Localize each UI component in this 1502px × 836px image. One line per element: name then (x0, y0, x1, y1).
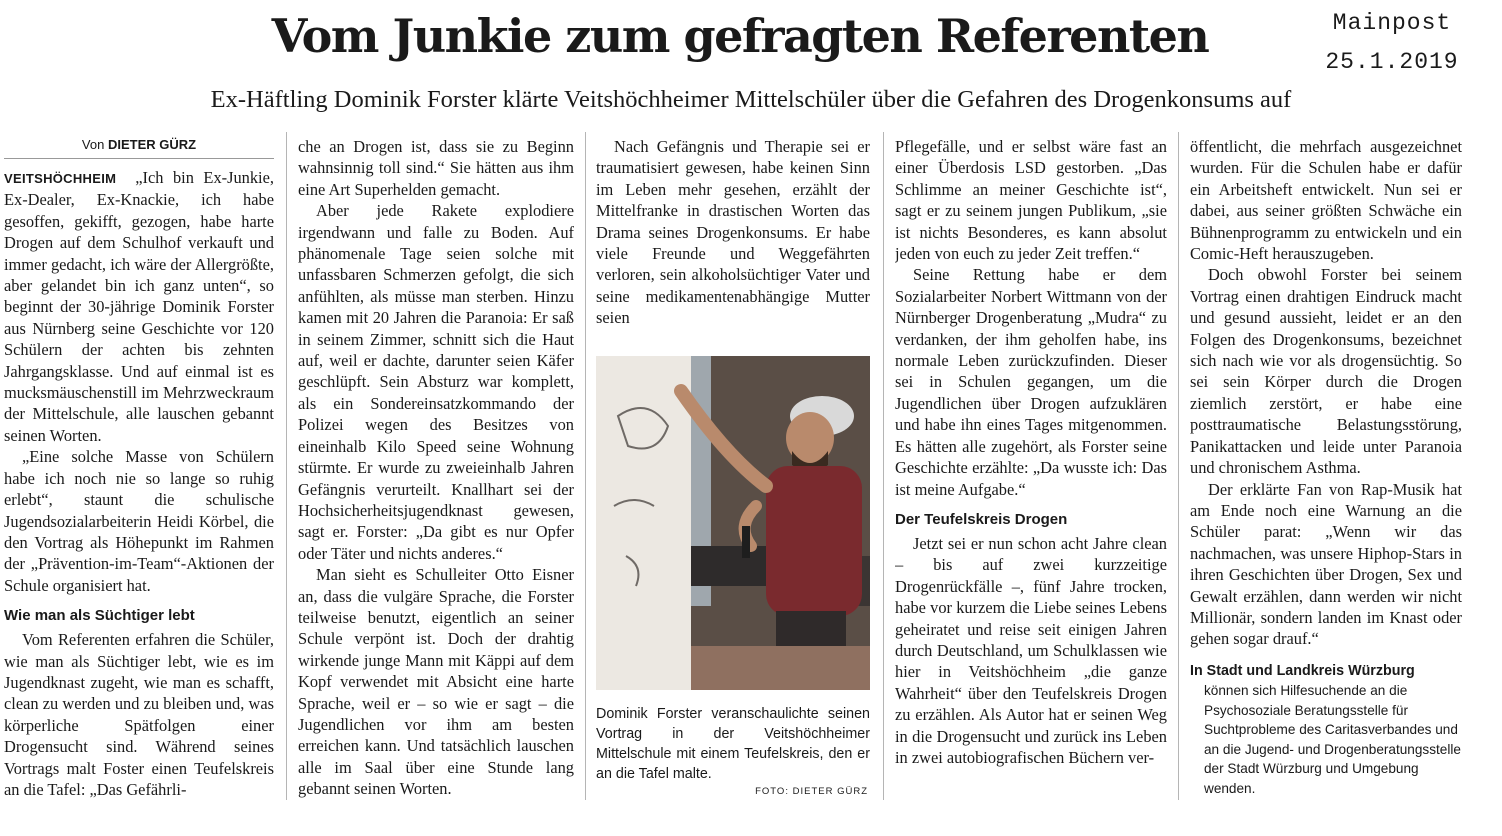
paragraph: Man sieht es Schulleiter Otto Eisner an, dass die vulgäre Sprache, die Forster teilweise benutzt, eigentlich an seiner Schule verpönt ist. Doch der drahtig wirkende junge Mann mit Käppi auf dem Kopf verwendet mit Absicht eine harte Sprache, weil er – so wie er sagt – die Jugendlichen vor ihm am besten erreichen kann. Und tatsächlich lauschen alle im Saal über eine Stunde lang gebannt seinen Worten. (298, 565, 574, 799)
photo-illustration (596, 356, 870, 690)
info-box-title: In Stadt und Landkreis Würzburg (1190, 662, 1415, 679)
section-heading: Der Teufelskreis Drogen (895, 510, 1068, 528)
article-subheadline: Ex-Häftling Dominik Forster klärte Veitshöchheimer Mittelschüler über die Gefahren des Drogenkonsums auf (210, 86, 1292, 113)
paragraph: Jetzt sei er nun schon acht Jahre clean – bis auf zwei kurzzeitige Drogenrückfälle –, fünf Jahre trocken, habe vor kurzem die Liebe seines Lebens geheiratet und reise seit einigen Jahren durch Deutschland, um Schulklassen wie hier in Veitshöchheim „die ganze Wahrheit“ über den Teufelskreis Drogen zu erzählen. Als Autor hat er seinen Weg in die Drogensucht und zurück ins Leben in zwei autobiografischen Büchern ver- (895, 533, 1167, 767)
photo-credit: FOTO: DIETER GÜRZ (755, 786, 868, 797)
stamp-source: Mainpost (1332, 10, 1452, 36)
paragraph: Nach Gefängnis und Therapie sei er traumatisiert gewesen, habe keinen Sinn im Leben mehr gesehen, erzählt der Mittelfranke in drastischen Worten das Drama seines Drogenkonsums. Er habe viele Freunde und Weggefährten verloren, sein alkoholsüchtiger Vater und seine medikamentenabhängige Mutter seien (596, 137, 870, 328)
article-column-3 (596, 136, 870, 346)
source-stamp (1292, 4, 1492, 82)
stamp-date: 25.1.2019 (1325, 49, 1459, 75)
column-rule (883, 132, 884, 800)
paragraph (4, 167, 274, 446)
byline-prefix: Von (81, 137, 105, 152)
article-column-5 (1190, 136, 1462, 826)
paragraph: Pflegefälle, und er selbst wäre fast an einer Überdosis LSD gestorben. „Das Schlimme an meiner Geschichte ist“, sagt er zu seinem jungen Publikum, „sie ist nichts Besonderes, es kann absolut jeden von euch zu jeder Zeit treffen.“ (895, 137, 1167, 264)
byline-author: DIETER GÜRZ (107, 137, 197, 152)
info-box (1190, 662, 1462, 799)
paragraph: Aber jede Rakete explodiere irgendwann und falle zu Boden. Auf phänomenale Tage seien solche mit unfassbaren Schmerzen gefolgt, die sich anfühlten, als müsse man sterben. Hinzu kamen mit 20 Jahren die Paranoia: Er saß in seinem Zimmer, schnitt sich die Haut auf, weil er dachte, darunter seien Käfer geschlüpft. Sein Absturz war komplett, als ein Sondereinsatzkommando der Polizei wegen des Besitzes von eineinhalb Kilo Speed seine Wohnung stürmte. Er wurde zu zweieinhalb Jahren Gefängnis verurteilt. Knallhart sei der Hochsicherheitsjugendknast gewesen, sagt er. Forster: „Da gibt es nur Opfer oder Täter und nichts anderes.“ (298, 201, 574, 563)
column-rule (585, 132, 586, 800)
column-rule (286, 132, 287, 800)
paragraph: Doch obwohl Forster bei seinem Vortrag einen drahtigen Eindruck macht und gesund aussieht, leidet er an den Folgen des Drogenkonsums, bezeichnet sich nach wie vor als drogensüchtig. So sei sein Körper durch die Drogen ziemlich zerstört, er habe eine posttraumatische Belastungsstörung, Panikattacken und leide unter Paranoia und chronischem Asthma. (1190, 265, 1462, 478)
article-column-2 (298, 136, 574, 826)
paragraph: Seine Rettung habe er dem Sozialarbeiter Norbert Wittmann von der Nürnberger Drogenberatung „Mudra“ zu verdanken, der ihm geholfen habe, ins normale Leben zurückzufinden. Dieser sei in Schulen gegangen, um die Jugendlichen über Drogen aufzuklären und habe ihn eines Tages mitgenommen. Es hätten alle zugehört, als Forster seine Geschichte erzählte: „Da wusste ich: Das ist meine Aufgabe.“ (895, 265, 1167, 499)
paragraph: Der erklärte Fan von Rap-Musik hat am Ende noch eine Warnung an die Schüler parat: „Wenn wir das nachmachen, was unsere Hiphop-Stars in ihren Geschichten über Drogen, Sex und Gewalt erzählen, dann werden wir nicht Millionär, sondern landen im Knast oder gehen sogar drauf.“ (1190, 479, 1462, 649)
article-photo (596, 356, 870, 690)
section-heading: Wie man als Süchtiger lebt (4, 607, 195, 625)
paragraph: öffentlicht, die mehrfach ausgezeichnet wurden. Für die Schulen habe er dafür ein Arbeitsheft entwickelt. Nun sei er dabei, aus seiner größten Schwäche ein Bühnenprogramm zu entwickeln und ein Comic-Heft herauszugeben. (1190, 137, 1462, 264)
info-box-text: können sich Hilfesuchende an die Psychosoziale Beratungsstelle für Suchtprobleme des Caritasverbandes und an die Jugend- und Drogenberatungsstelle der Stadt Würzburg und Umgebung wenden. (1204, 683, 1461, 796)
paragraph: che an Drogen ist, dass sie zu Beginn wahnsinnig toll sind.“ Sie hätten aus ihm eine Art Superhelden gemacht. (298, 137, 574, 199)
paragraph: Vom Referenten erfahren die Schüler, wie man als Süchtiger lebt, wie es im Jugendknast zugeht, wie man es schafft, clean zu werden und zu bleiben und, was körperliche Spätfolgen einer Drogensucht sind. Während seines Vortrags malt Foster einen Teufelskreis an die Tafel: „Das Gefährli- (4, 630, 274, 799)
article-column-4 (895, 136, 1167, 826)
paragraph-text: „Ich bin Ex-Junkie, Ex-Dealer, Ex-Knackie, ich habe gesoffen, gekifft, gezogen, habe harte Drogen auf dem Schulhof verkauft und immer gedacht, ich wäre der Allergrößte, aber gelandet bin ich ganz unten“, so beginnt der 30-jährige Dominik Forster aus Nürnberg seine Geschichte vor 120 Schülern der achten bis zehnten Jahrgangsklasse. Und auf einmal ist es mucksmäuschenstill im Mehrzweckraum der Mittelschule, alle lauschen gebannt seinen Worten. (4, 168, 274, 445)
dateline: VEITSHÖCHHEIM (4, 171, 117, 186)
photo-caption: Dominik Forster veranschaulichte seinen Vortrag in der Veitshöchheimer Mittelschule mit einem Teufelskreis, den er an die Tafel malte. (596, 706, 870, 782)
paragraph: „Eine solche Masse von Schülern habe ich noch nie so lange so ruhig erlebt“, staunt die schulische Jugendsozialarbeiterin Heidi Körbel, die den Vortrag als Höhepunkt im Rahmen der „Prävention-im-Team“-Aktionen der Schule organisiert hat. (4, 447, 274, 595)
byline (4, 136, 274, 159)
article-column-1 (4, 136, 274, 826)
column-rule (1178, 132, 1179, 800)
article-headline: Vom Junkie zum gefragten Referenten (271, 9, 1209, 63)
